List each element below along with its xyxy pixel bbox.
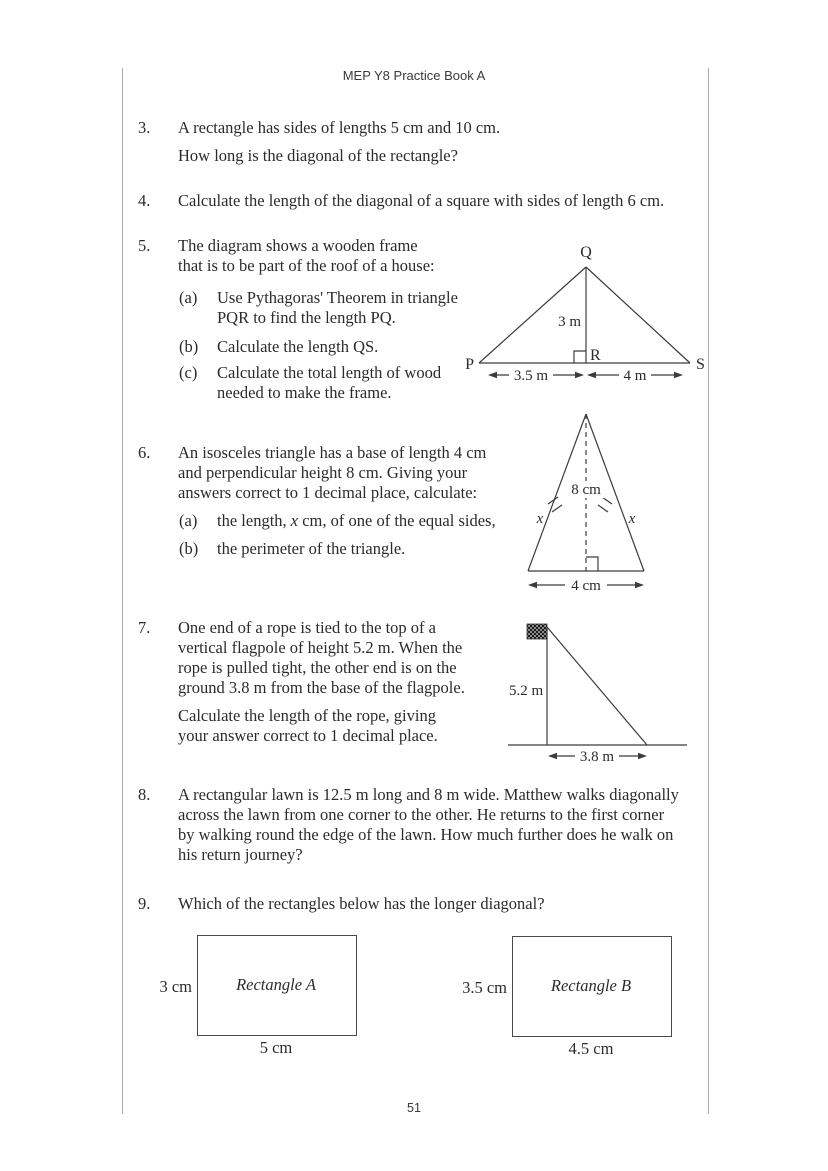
q6-part-a-label: (a) <box>179 511 198 530</box>
flagpole-diagram <box>500 615 700 765</box>
arrowhead-right-icon <box>635 582 644 588</box>
q6-part-a-variable: x <box>290 511 299 530</box>
arrowhead-right-icon <box>674 372 683 378</box>
side-left-label: x <box>536 511 544 527</box>
flag-icon <box>527 624 547 639</box>
q6-part-a-post: cm, of one of the equal sides, <box>298 511 496 530</box>
tick-mark-icon <box>602 497 612 504</box>
q8-text-line: A rectangular lawn is 12.5 m long and 8 m wide. Matthew walks diagonally <box>178 785 679 804</box>
height-dimension-label: 8 cm <box>571 482 601 498</box>
vertex-label-q: Q <box>580 244 592 261</box>
q5-part-c-line: Calculate the total length of wood <box>217 363 442 382</box>
arrowhead-left-icon <box>548 753 557 759</box>
q5-part-b-line: Calculate the length QS. <box>217 337 379 356</box>
arrowhead-left-icon <box>587 372 596 378</box>
q5-number: 5. <box>138 236 151 255</box>
q7-text-line: ground 3.8 m from the base of the flagpole. <box>178 678 465 697</box>
rectangle-a-name: Rectangle A <box>236 975 316 994</box>
arrowhead-left-icon <box>488 372 497 378</box>
q6-part-b-label: (b) <box>179 539 199 558</box>
rectangle-b-width-label: 4.5 cm <box>568 1039 614 1058</box>
height-dimension-label: 3 m <box>558 314 581 330</box>
arrowhead-left-icon <box>528 582 537 588</box>
q9-number: 9. <box>138 894 151 913</box>
q7-text-line: vertical flagpole of height 5.2 m. When the <box>178 638 463 657</box>
q7-text-line: rope is pulled tight, the other end is on the <box>178 658 457 677</box>
page-border-left <box>122 68 123 1114</box>
q6-text-line: and perpendicular height 8 cm. Giving your <box>178 463 468 482</box>
q3-number: 3. <box>138 118 151 137</box>
rectangle-b-height-label: 3.5 cm <box>462 978 507 997</box>
q7-number: 7. <box>138 618 151 637</box>
q7-text-line: One end of a rope is tied to the top of a <box>178 618 436 637</box>
q8-text-line: across the lawn from one corner to the other. He returns to the first corner <box>178 805 665 824</box>
q5-part-c-line: needed to make the frame. <box>217 383 392 402</box>
page-border-right <box>708 68 709 1114</box>
q3-text-line: A rectangle has sides of lengths 5 cm and 10 cm. <box>178 118 501 137</box>
base-left-dimension-label: 3.5 m <box>513 368 549 384</box>
tick-mark-icon <box>552 505 562 512</box>
q5-text-line: The diagram shows a wooden frame <box>178 236 418 255</box>
rectangle-a-width-label: 5 cm <box>259 1038 293 1057</box>
q6-part-a-pre: the length, <box>217 511 291 530</box>
q6-text-line: An isosceles triangle has a base of length 4 cm <box>178 443 487 462</box>
q5-part-a-label: (a) <box>179 288 198 307</box>
q9-text-line: Which of the rectangles below has the longer diagonal? <box>178 894 545 913</box>
page-number: 51 <box>407 1101 421 1115</box>
vertex-label-p: P <box>465 356 474 373</box>
rectangle-b-name: Rectangle B <box>550 976 632 995</box>
base-right-dimension-label: 4 m <box>623 368 647 384</box>
q7-text-line: Calculate the length of the rope, giving <box>178 706 436 725</box>
q8-number: 8. <box>138 785 151 804</box>
side-right-label: x <box>628 511 636 527</box>
q6-part-b-line: the perimeter of the triangle. <box>217 539 406 558</box>
isosceles-triangle-diagram <box>505 405 655 597</box>
q8-text-line: his return journey? <box>178 845 303 864</box>
q5-part-c-label: (c) <box>179 363 198 382</box>
tick-mark-icon <box>598 505 608 512</box>
arrowhead-right-icon <box>638 753 647 759</box>
q7-text-line: your answer correct to 1 decimal place. <box>178 726 438 745</box>
q6-part-a-line <box>217 511 496 531</box>
q4-number: 4. <box>138 191 151 210</box>
arrowhead-right-icon <box>575 372 584 378</box>
ground-dimension-label: 3.8 m <box>579 749 615 765</box>
vertex-label-r: R <box>590 347 601 364</box>
q8-text-line: by walking round the edge of the lawn. How much further does he walk on <box>178 825 674 844</box>
right-angle-marker <box>574 351 586 363</box>
q6-number: 6. <box>138 443 151 462</box>
q5-text-line: that is to be part of the roof of a house: <box>178 256 435 275</box>
right-angle-marker <box>586 557 598 571</box>
q5-part-b-label: (b) <box>179 337 199 356</box>
q3-text-line: How long is the diagonal of the rectangle? <box>178 146 458 165</box>
vertex-label-s: S <box>696 356 705 373</box>
rectangle-a-height-label: 3 cm <box>159 977 192 996</box>
q6-text-line: answers correct to 1 decimal place, calculate: <box>178 483 478 502</box>
pole-height-label: 5.2 m <box>509 683 544 699</box>
page-header: MEP Y8 Practice Book A <box>342 68 486 83</box>
base-dimension-label: 4 cm <box>571 578 601 594</box>
q5-part-a-line: PQR to find the length PQ. <box>217 308 396 327</box>
q4-text-line: Calculate the length of the diagonal of a square with sides of length 6 cm. <box>178 191 665 210</box>
roof-frame-diagram <box>460 240 710 392</box>
q5-part-a-line: Use Pythagoras' Theorem in triangle <box>217 288 458 307</box>
